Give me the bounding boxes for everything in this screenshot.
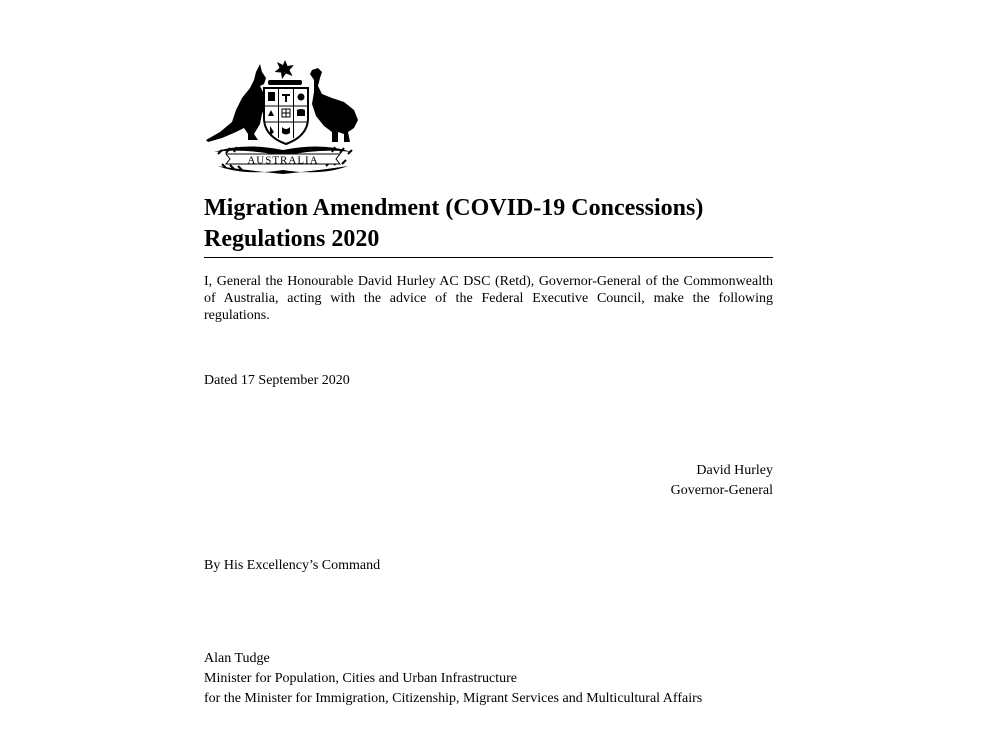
minister-role: Minister for Population, Cities and Urban Infrastructure (204, 671, 517, 686)
minister-name: Alan Tudge (204, 651, 270, 666)
document-page (204, 0, 773, 739)
date-line: Dated 17 September 2020 (204, 373, 350, 388)
coat-of-arms (204, 58, 362, 176)
governor-general-signature-block (671, 461, 773, 501)
minister-on-behalf: for the Minister for Immigration, Citizenship, Migrant Services and Multicultural Affairs (204, 691, 703, 706)
signatory-name: David Hurley (696, 463, 773, 478)
minister-signature-block (204, 649, 702, 709)
australian-coat-of-arms-icon (204, 58, 362, 176)
command-line: By His Excellency’s Command (204, 558, 381, 573)
crest-label: AUSTRALIA (247, 154, 319, 167)
document-title-line-1: Migration Amendment (COVID-19 Concessions) (204, 195, 704, 221)
document-title (204, 193, 773, 258)
signatory-role: Governor-General (670, 483, 773, 498)
document-title-line-2: Regulations 2020 (204, 226, 380, 252)
enacting-preamble: I, General the Honourable David Hurley AC DSC (Retd), Governor-General of the Commonwealth of Australia, acting with the advice of the Federal Executive Council, make the following regulations. (204, 274, 773, 323)
